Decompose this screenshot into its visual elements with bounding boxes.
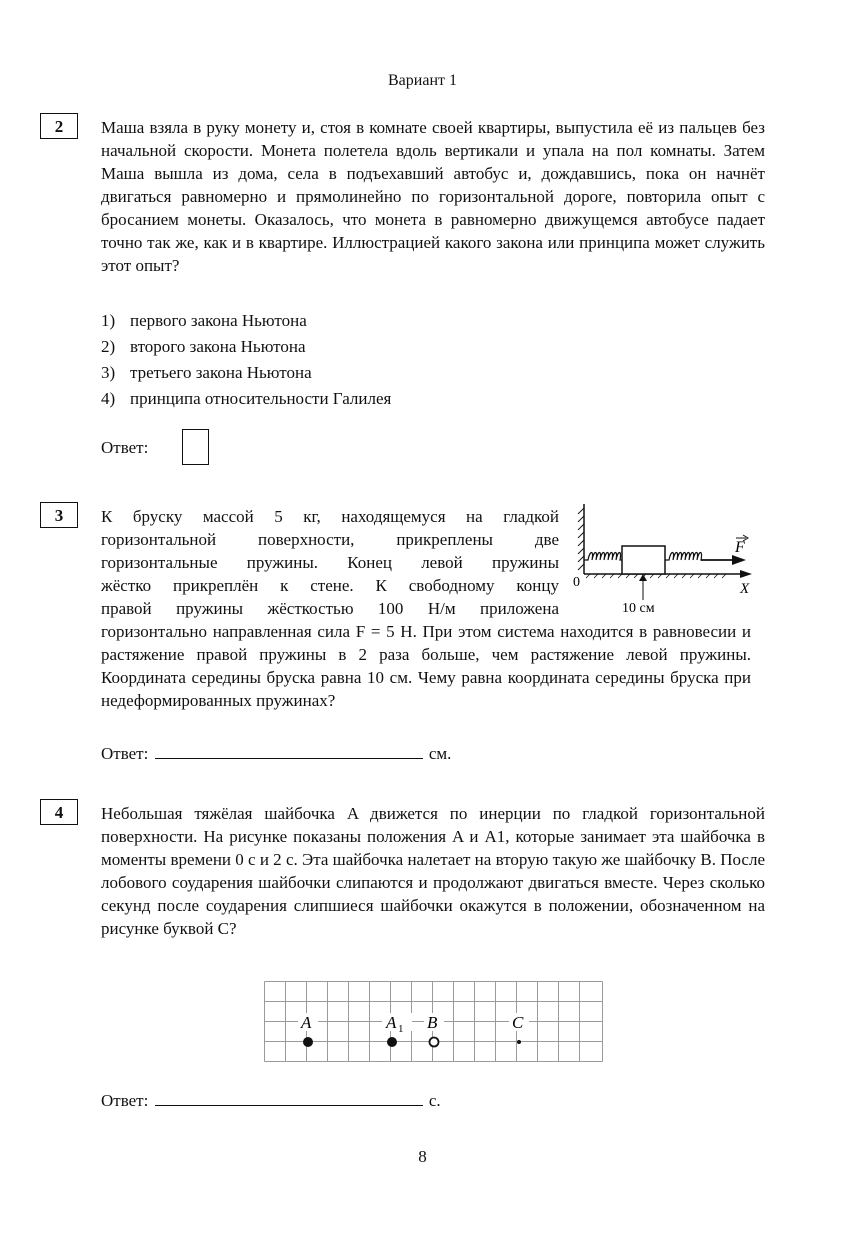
question-2-text: Маша взяла в руку монету и, стоя в комнате своей квартиры, выпустила её из пальцев без начальной скорости. Монета полетела вдоль вертикали и упала на пол комнаты. Затем Маша вышла из дома, села в подъехавший автобус и, дождавшись, пока он начнёт двигаться равномерно и прямолинейно по горизонтальной дороге, повторила опыт с бросанием монеты. Оказалось, что монета в равномерно движущемся автобусе падает точно так же, как и в квартире. Иллюстрацией какого закона или принципа может служить этот опыт? [101,118,765,275]
label-C: C [512,1013,524,1032]
option-2[interactable]: 2) второго закона Ньютона [101,337,306,356]
puck-grid-figure [264,981,604,1064]
question-3-answer-line[interactable] [155,743,423,759]
spring-block-figure [570,500,765,620]
variant-header: Вариант 1 [388,72,457,89]
question-3-answer-label: Ответ: [101,744,149,763]
question-number-2: 2 [40,113,78,139]
x-axis-arrowhead [740,570,752,578]
wall-hatching [578,508,584,570]
question-4-answer-row [101,1090,441,1111]
question-3-answer-unit: см. [428,744,452,763]
force-arrowhead [732,555,746,565]
label-A1-subscript: 1 [398,1023,404,1035]
question-4-answer-line[interactable] [155,1090,423,1106]
question-3-text-rest: горизонтально направленная сила F = 5 Н. При этом система находится в равновесии и растяжение правой пружины в 2 раза больше, чем растяжение левой пружины. Координата середины бруска равна 10 см. Чему равна координата середины бруска при недеформированных пружинах? [101,622,751,710]
puck-A1 [387,1037,397,1047]
question-3-answer-row [101,743,451,764]
question-4-answer-unit: с. [428,1091,441,1110]
midpoint-marker-arrow [639,574,647,581]
label-B: B [427,1013,438,1032]
midpoint-label: 10 см [622,601,655,616]
option-1[interactable]: 1) первого закона Ньютона [101,311,307,330]
option-3[interactable]: 3) третьего закона Ньютона [101,363,312,382]
right-spring [665,553,703,561]
question-4-answer-label: Ответ: [101,1091,149,1110]
question-3-text-top: К бруску массой 5 кг, находящемуся на гладкой горизонтальной поверхности, прикреплены две горизонтальные пружины. Конец левой пружины жёстко прикреплён к стене. К свободному концу правой пружины жёсткостью 100 Н/м приложена [101,507,559,618]
option-4[interactable]: 4) принципа относительности Галилея [101,389,392,408]
page-number: 8 [418,1147,427,1166]
question-number-4: 4 [40,799,78,825]
label-A1: A [386,1013,397,1032]
puck-A [303,1037,313,1047]
puck-B [430,1038,439,1047]
question-2-options [101,308,601,412]
point-C [517,1040,521,1044]
origin-label: 0 [573,575,580,590]
label-A: A [301,1013,312,1032]
force-label: F [735,539,745,556]
x-axis-label: X [740,581,750,597]
question-number-3: 3 [40,502,78,528]
question-2-answer-label: Ответ: [101,438,149,457]
block [622,546,665,574]
question-2-answer-box[interactable] [182,429,209,465]
question-4-text: Небольшая тяжёлая шайбочка A движется по инерции по гладкой горизонтальной поверхности. На рисунке показаны положения A и A1, которые занимает эта шайбочка в моменты времени 0 с и 2 с. Эта шайбочка налетает на вторую такую же шайбочку B. После лобового соударения шайбочки слипаются и продолжают двигаться вместе. Через сколько секунд после соударения слипшиеся шайбочки окажутся в положении, обозначенном на рисунке буквой C? [101,804,765,938]
left-spring [584,553,622,561]
